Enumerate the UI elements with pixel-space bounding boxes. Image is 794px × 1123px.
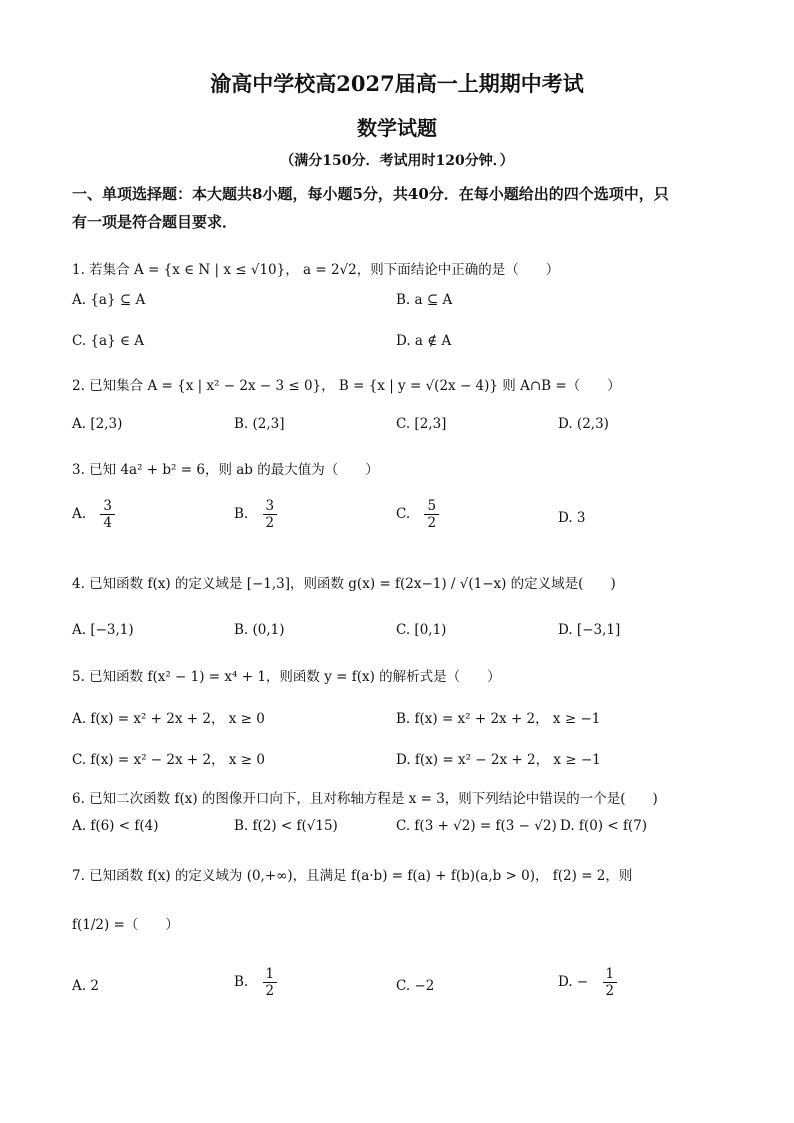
option-label: B.: [234, 974, 249, 990]
fraction: $\frac{5}{2}$: [424, 498, 439, 531]
question-6-stem: 6. 已知二次函数 f(x) 的图像开口向下，且对称轴方程是 x = 3，则下列结论中错误的一个是( ): [72, 791, 658, 807]
question-3-stem: 3. 已知 4a² + b² = 6，则 ab 的最大值为（ ）: [72, 462, 379, 478]
question-7-stem: 7. 已知函数 f(x) 的定义域为 (0,+∞)，且满足 f(a·b) = f(a) + f(b)(a,b > 0)， f(2) = 2，则: [72, 868, 633, 884]
fraction: $\frac{1}{2}$: [263, 966, 278, 999]
question-5-stem: 5. 已知函数 f(x² − 1) = x⁴ + 1，则函数 y = f(x) 的解析式是（ ）: [72, 669, 501, 685]
question-1-option-a[interactable]: A. {a} ⊆ A: [72, 292, 146, 308]
question-2-option-c[interactable]: C. [2,3]: [396, 416, 447, 432]
section-line-2: 有一项是符合题目要求．: [72, 213, 238, 231]
section-heading: [72, 180, 732, 236]
question-3-option-d[interactable]: D. 3: [558, 510, 586, 526]
option-label: C.: [396, 506, 411, 522]
question-3-option-a[interactable]: [72, 498, 117, 531]
question-5-option-a[interactable]: A. f(x) = x² + 2x + 2， x ≥ 0: [72, 711, 265, 727]
question-7-option-c[interactable]: C. −2: [396, 978, 435, 994]
question-7-option-a[interactable]: A. 2: [72, 978, 99, 994]
question-2-option-d[interactable]: D. (2,3): [558, 416, 609, 432]
question-4-option-a[interactable]: A. [−3,1): [72, 622, 134, 638]
fraction: $\frac{1}{2}$: [603, 966, 618, 999]
question-5-option-b[interactable]: B. f(x) = x² + 2x + 2， x ≥ −1: [396, 711, 601, 727]
question-1-stem: 1. 若集合 A = {x ∈ N | x ≤ √10}， a = 2√2，则下面结论中正确的是（ ）: [72, 262, 560, 278]
question-5-option-d[interactable]: D. f(x) = x² − 2x + 2， x ≥ −1: [396, 752, 601, 768]
fraction: $\frac{3}{2}$: [263, 498, 278, 531]
exam-title: 渝高中学校高2027届高一上期期中考试: [210, 71, 584, 96]
question-2-stem: 2. 已知集合 A = {x | x² − 2x − 3 ≤ 0}， B = {x | y = √(2x − 4)} 则 A∩B =（ ）: [72, 378, 621, 394]
question-5-option-c[interactable]: C. f(x) = x² − 2x + 2， x ≥ 0: [72, 752, 265, 768]
question-7-stem-continued: f(1/2) =（ ）: [72, 917, 179, 933]
option-label: A.: [72, 506, 87, 522]
question-3-option-c[interactable]: [396, 498, 441, 531]
question-4-option-c[interactable]: C. [0,1): [396, 622, 447, 638]
option-label: D. −: [558, 974, 589, 990]
question-2-option-b[interactable]: B. (2,3]: [234, 416, 285, 432]
section-line-1: 一、单项选择题：本大题共8小题，每小题5分，共40分．在每小题给出的四个选项中，只: [72, 185, 669, 203]
question-4-option-b[interactable]: B. (0,1): [234, 622, 285, 638]
option-label: B.: [234, 506, 249, 522]
question-1-option-c[interactable]: C. {a} ∈ A: [72, 333, 144, 349]
exam-subject: 数学试题: [357, 116, 437, 140]
question-6-option-a[interactable]: A. f(6) < f(4): [72, 818, 159, 834]
question-7-option-d[interactable]: [558, 966, 619, 999]
question-3-option-b[interactable]: [234, 498, 279, 531]
fraction: $\frac{3}{4}$: [100, 498, 115, 531]
exam-note: （满分150分．考试用时120分钟．）: [280, 153, 514, 169]
question-6-option-b[interactable]: B. f(2) < f(√15): [234, 818, 338, 834]
question-1-option-b[interactable]: B. a ⊆ A: [396, 292, 453, 308]
question-4-option-d[interactable]: D. [−3,1]: [558, 622, 621, 638]
question-6-option-d[interactable]: D. f(0) < f(7): [560, 818, 648, 834]
question-7-option-b[interactable]: [234, 966, 279, 999]
question-4-stem: 4. 已知函数 f(x) 的定义域是 [−1,3]，则函数 g(x) = f(2x−1) / √(1−x) 的定义域是( ): [72, 576, 616, 592]
question-2-option-a[interactable]: A. [2,3): [72, 416, 123, 432]
question-1-option-d[interactable]: D. a ∉ A: [396, 333, 452, 349]
question-6-option-c[interactable]: C. f(3 + √2) = f(3 − √2): [396, 818, 557, 834]
